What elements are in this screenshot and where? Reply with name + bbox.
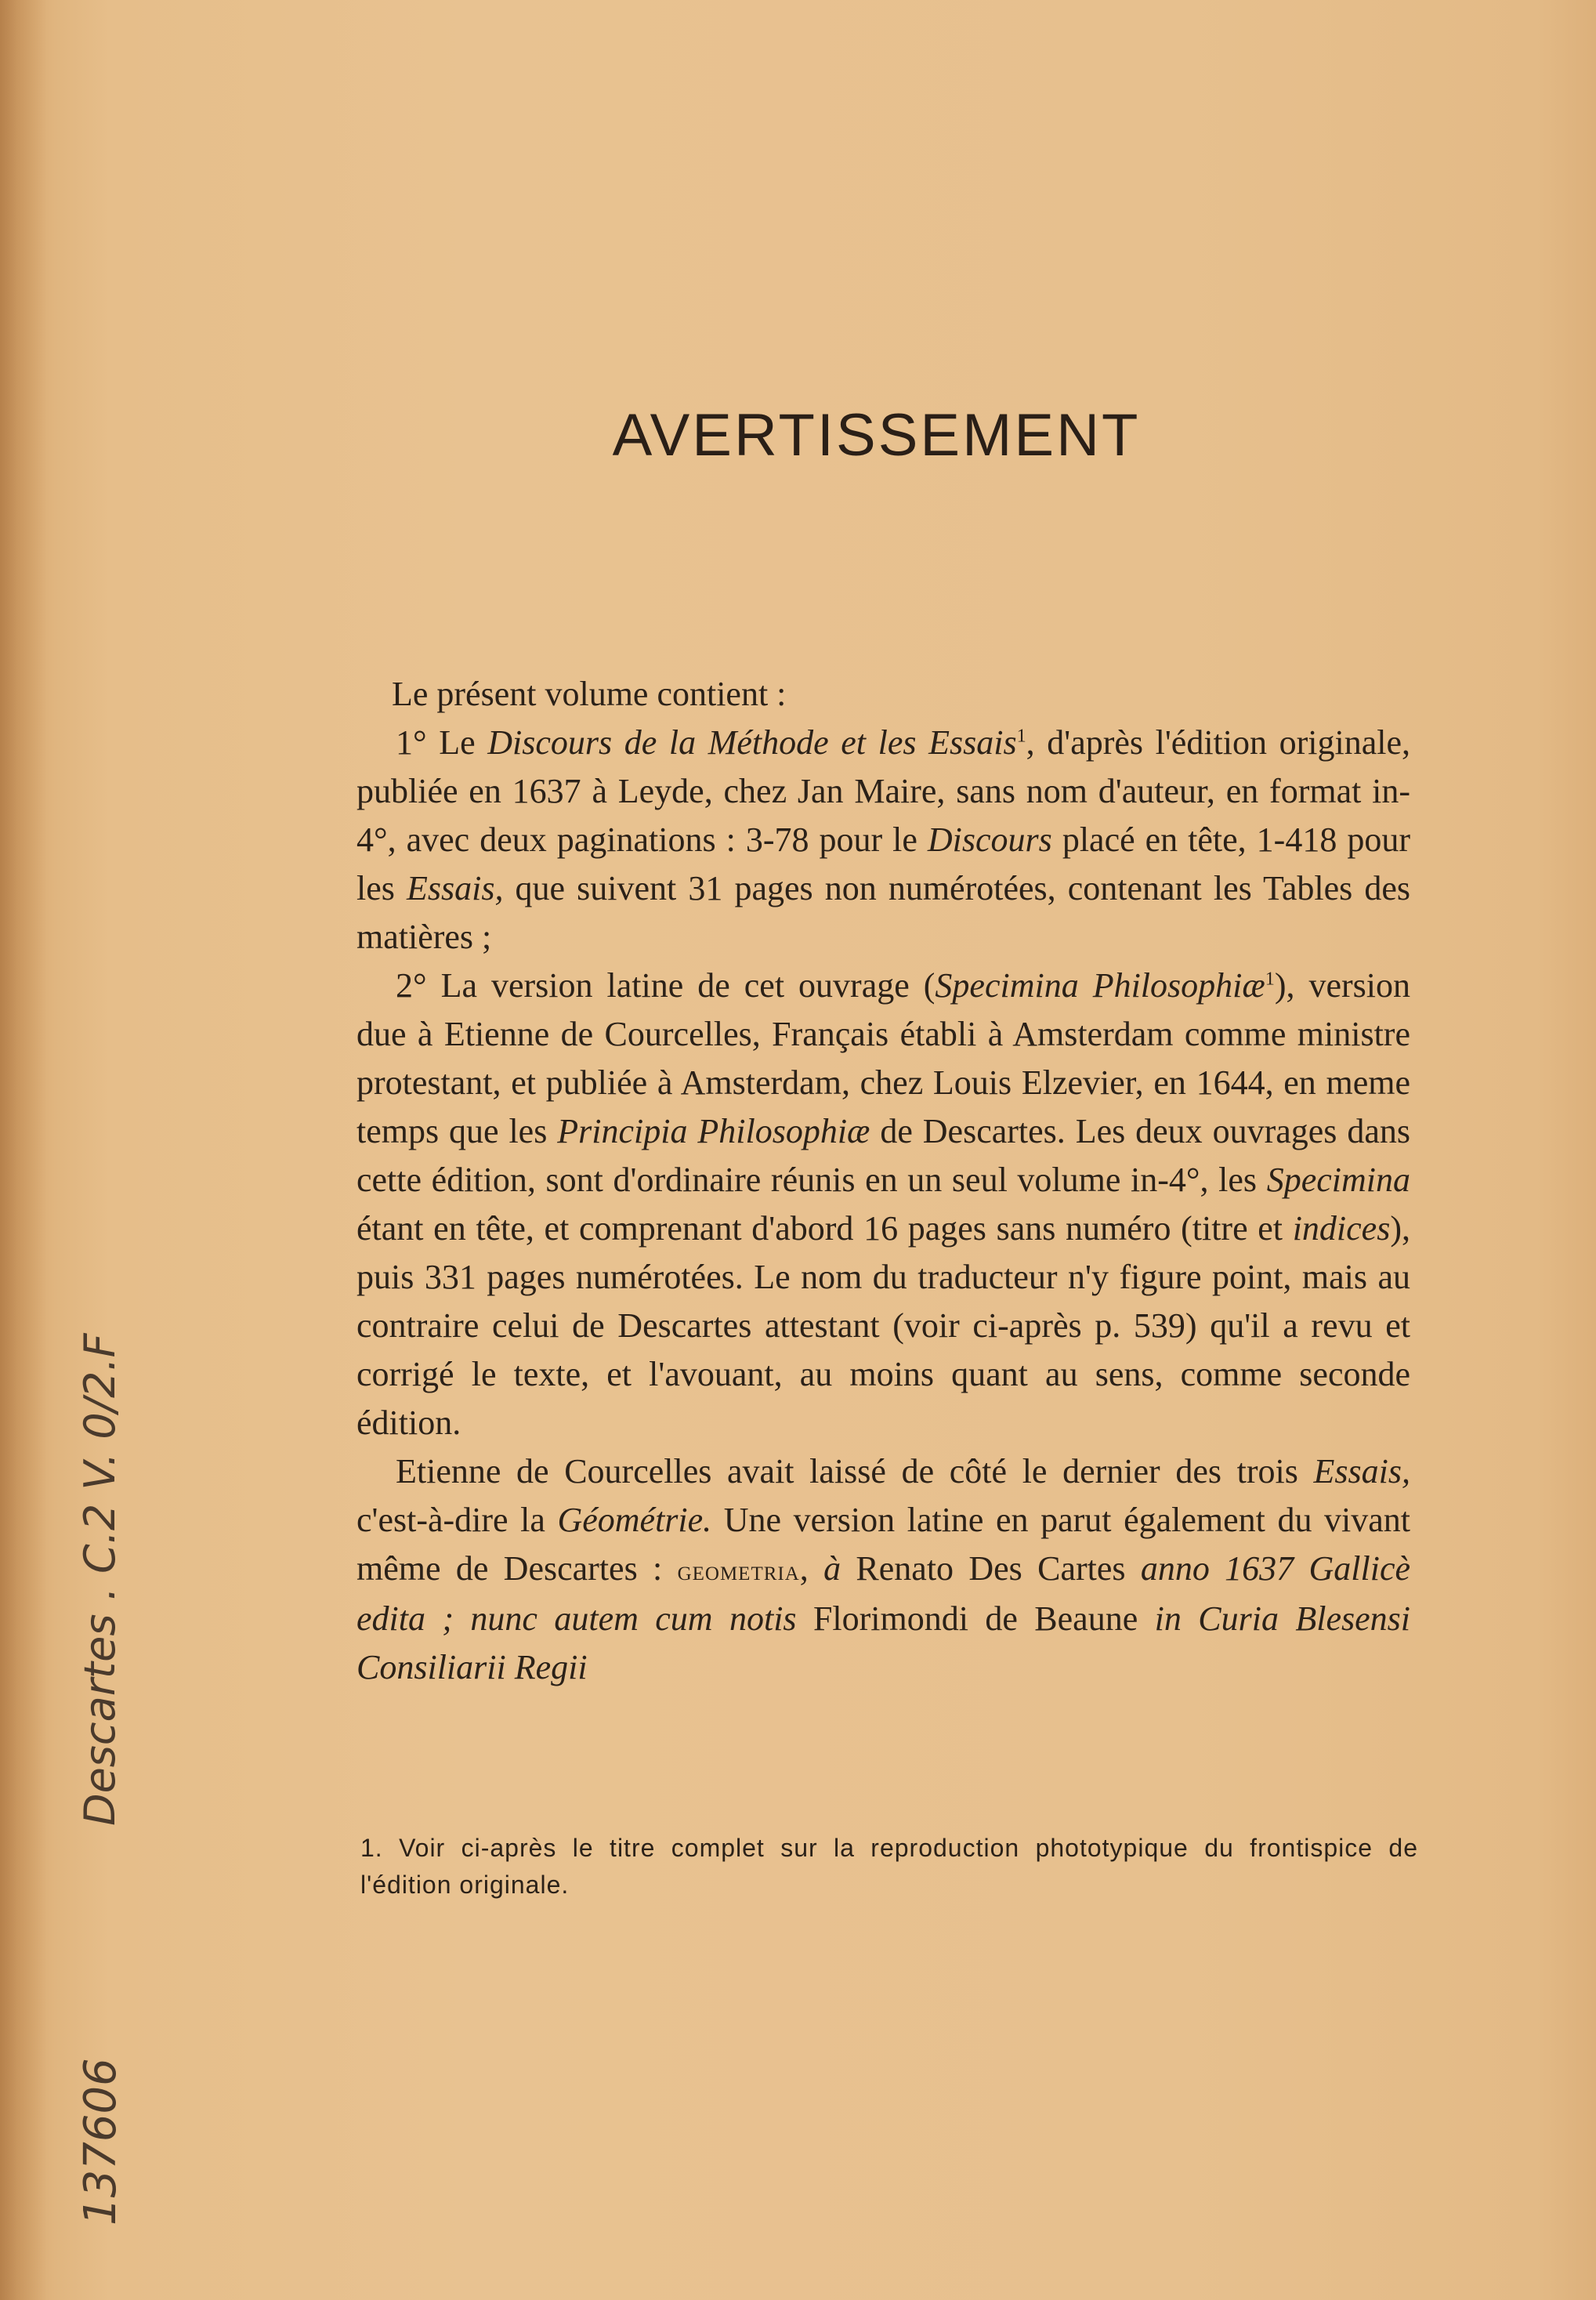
footnote-text: 1. Voir ci-après le titre complet sur la reproduction phototypique du frontispice de l'édition originale.	[360, 1834, 1418, 1899]
italic-run: Géométrie.	[557, 1501, 712, 1539]
body-text	[356, 670, 1410, 1692]
text-run: Etienne de Courcelles avait laissé de côté le dernier des trois	[396, 1452, 1314, 1490]
item-number: 2°	[396, 966, 427, 1005]
footnote	[360, 1830, 1418, 1903]
italic-run: Principia Philosophiæ	[557, 1112, 870, 1150]
text-run: ), version due à Etienne de Courcelles, Français établi à Amsterdam comme ministre protestant, et publiée à Amsterdam, chez Louis Elzevier, en 1644, en meme temps que les	[356, 966, 1411, 1150]
item-number: 1°	[396, 723, 427, 762]
text-run: Renato Des Cartes	[841, 1549, 1141, 1588]
text-run: ,	[799, 1549, 824, 1588]
text-run: c'est-à-dire la	[356, 1501, 558, 1539]
text-run: que suivent 31 pages non numérotées, contenant les Tables des matières ;	[356, 869, 1410, 956]
spine-shadow	[0, 0, 47, 2300]
italic-run: Discours	[927, 820, 1052, 859]
handwritten-margin-note: Descartes . C.2 V. 0/2.F	[75, 1333, 125, 1826]
text-run: Le	[426, 723, 488, 762]
text-run: Une version latine en parut également du vivant même de Descartes :	[356, 1501, 1410, 1588]
text-run: ), puis 331 pages numérotées. Le nom du traducteur n'y figure point, mais au contraire celui de Descartes attestant (voir ci-après p. 539) qu'il a revu et corrigé le texte, et l'avouant, au moins quant au sens, comme seconde édition.	[356, 1209, 1410, 1442]
paragraph-intro: Le présent volume contient :	[392, 675, 787, 713]
italic-run: Specimina	[1266, 1161, 1410, 1199]
paragraph-item-3	[356, 1447, 1410, 1692]
italic-run: Essais,	[1313, 1452, 1410, 1490]
footnote-ref: 1	[1265, 968, 1275, 990]
italic-run: à	[823, 1549, 841, 1588]
text-run: , d'après l'édition originale, publiée en 1637 à Leyde, chez Jan Maire, sans nom d'auteur, en format in-4°, avec deux paginations : 3-78 pour le	[356, 723, 1410, 859]
smallcaps-run: geometria	[677, 1555, 800, 1586]
text-run: placé en tête, 1-418 pour les	[356, 820, 1410, 907]
text-run: de Descartes. Les deux ouvrages dans cette édition, sont d'ordinaire réunis en un seul volume in-4°, les	[356, 1112, 1410, 1199]
italic-run: Essais,	[406, 869, 504, 907]
italic-run: in Curia Blesensi Consiliarii Regii	[356, 1599, 1410, 1686]
page-title: AVERTISSEMENT	[612, 402, 1141, 469]
text-run: Florimondi de Beaune	[796, 1599, 1155, 1638]
footnote-ref: 1	[1016, 725, 1026, 747]
italic-run: Discours de la Méthode et les Essais	[487, 723, 1017, 762]
paragraph-item-2	[356, 962, 1410, 1447]
italic-run: indices	[1292, 1209, 1391, 1248]
paragraph-item-1	[356, 719, 1410, 962]
italic-run: anno 1637 Gallicè edita ; nunc autem cum notis	[356, 1549, 1411, 1638]
italic-run: Specimina Philosophiæ	[935, 966, 1265, 1005]
text-run: étant en tête, et comprenant d'abord 16 pages sans numéro (titre et	[356, 1209, 1293, 1248]
text-run: La version latine de cet ouvrage (	[426, 966, 936, 1005]
handwritten-accession-number: 137606	[75, 2058, 126, 2226]
